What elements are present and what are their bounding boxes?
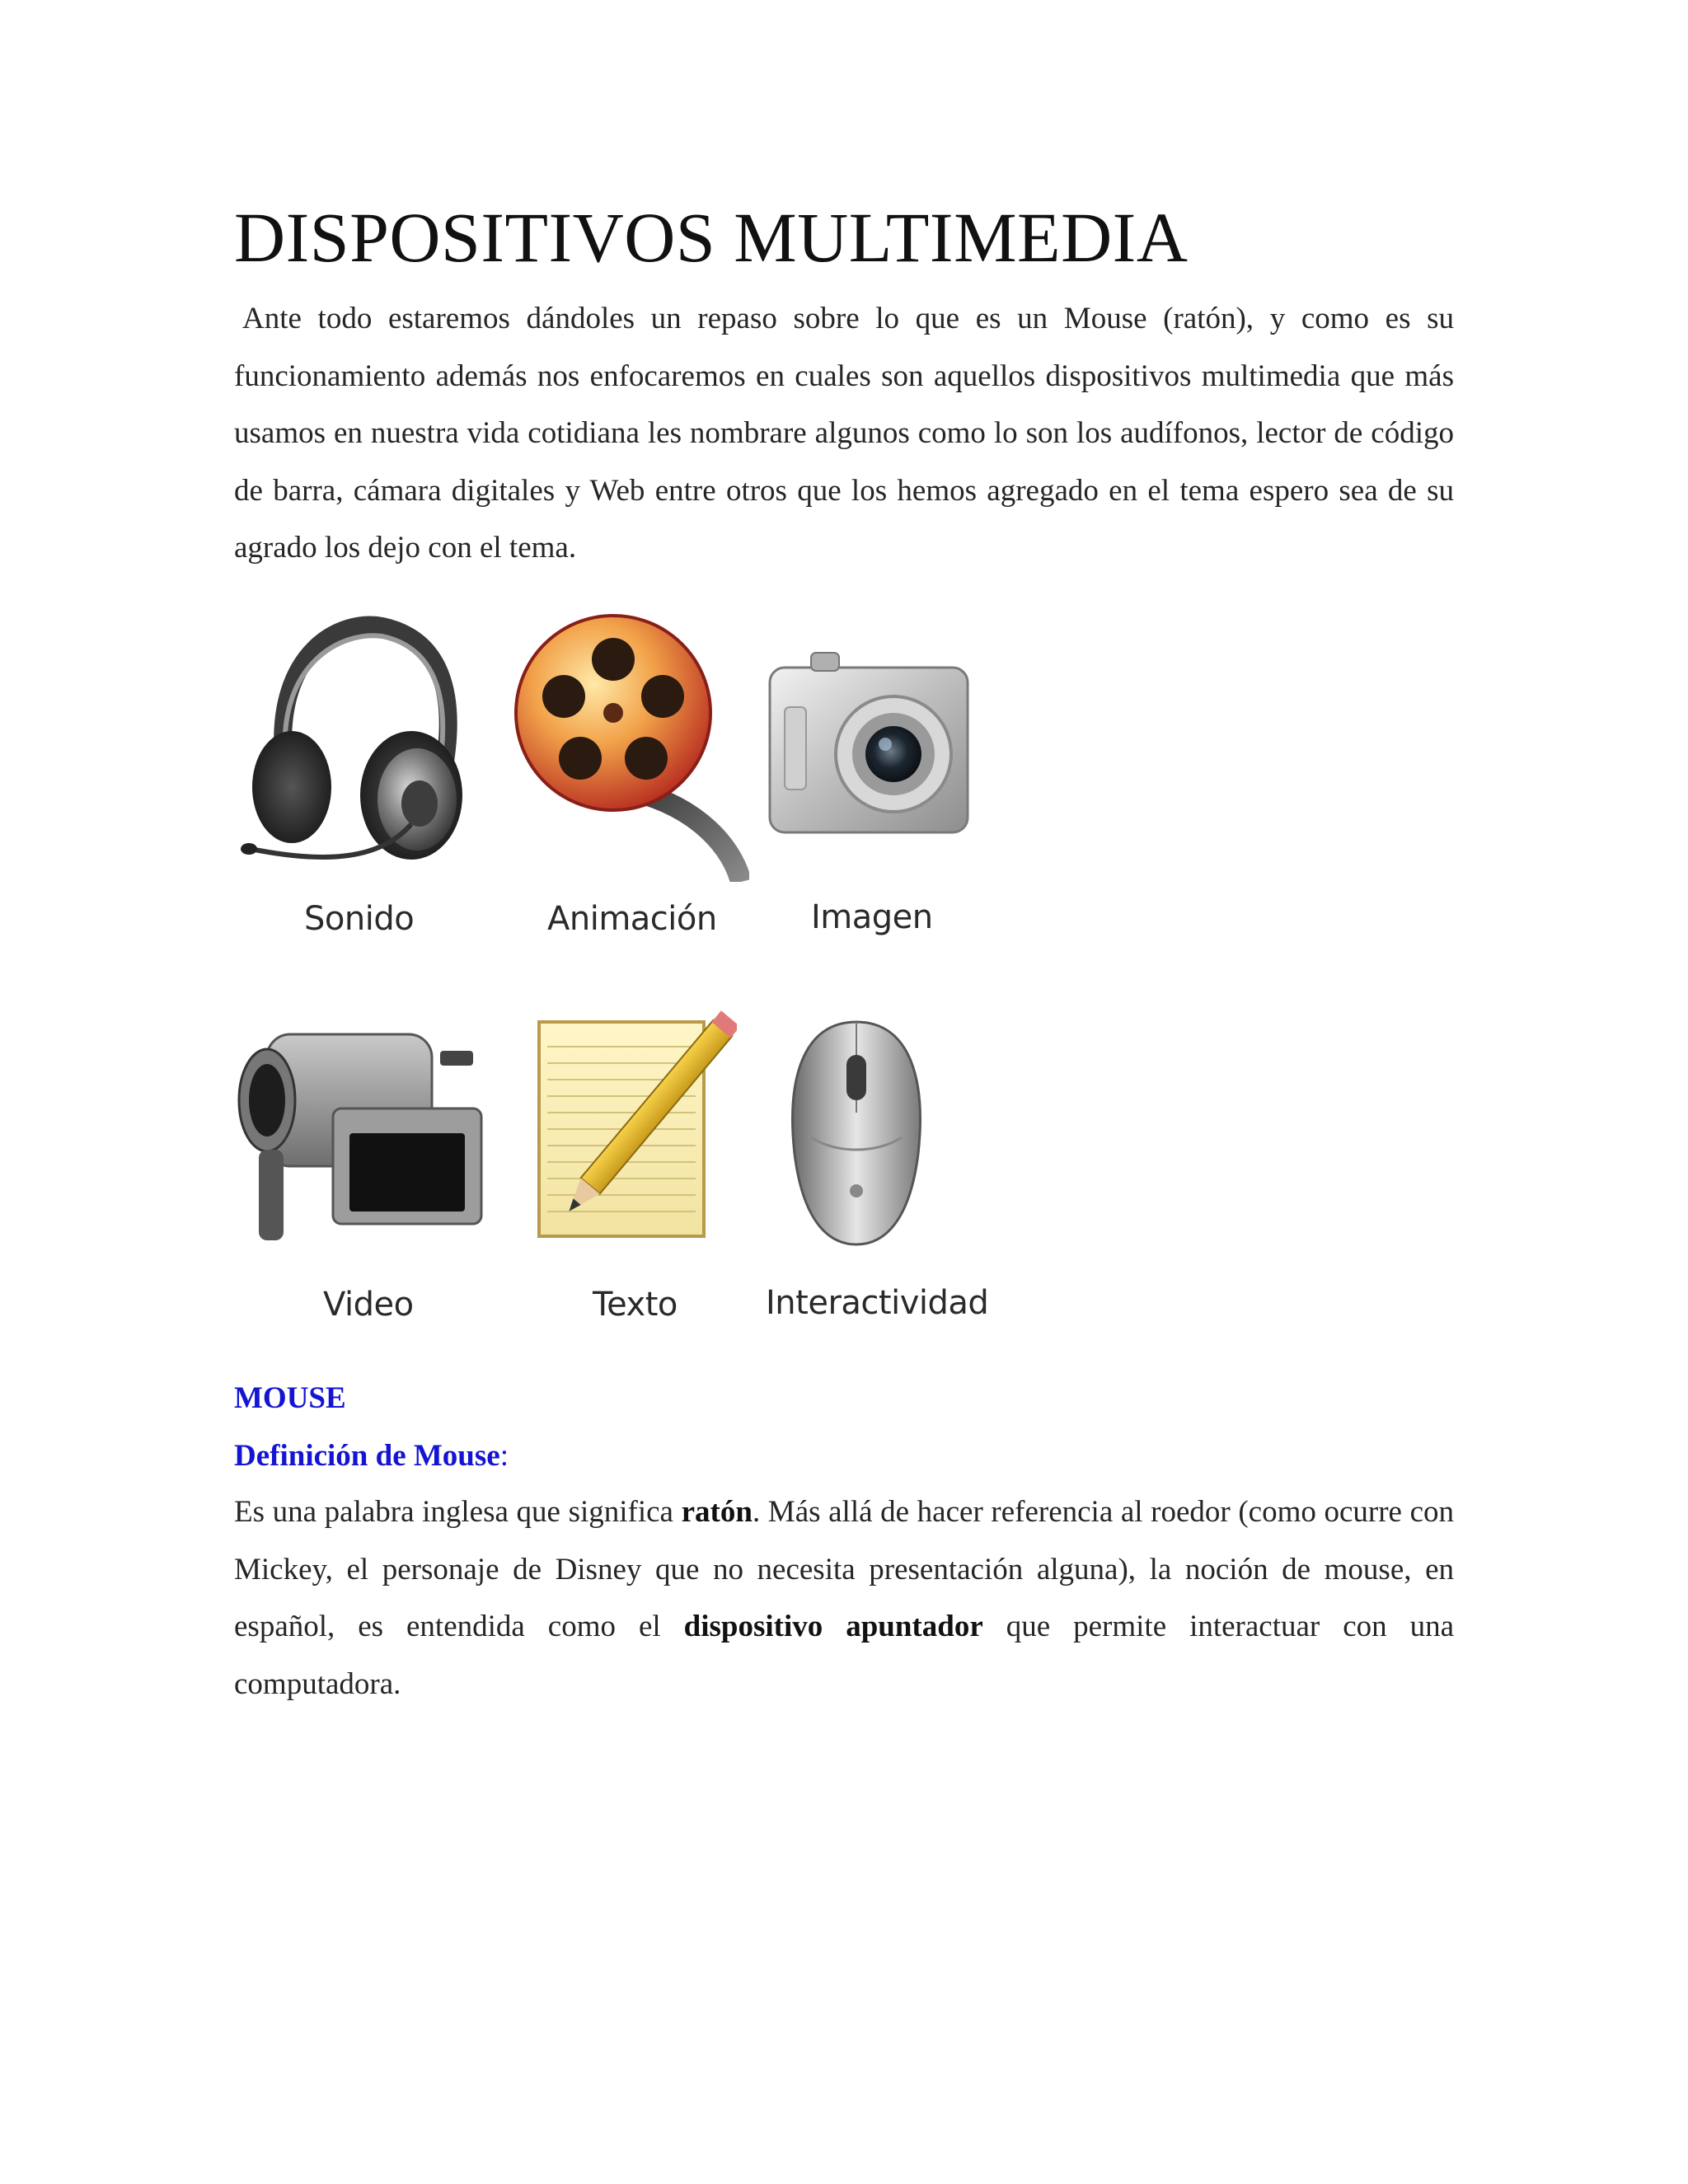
definition-text-2: . Más allá de hacer referencia al roedor (como ocurre con Mickey, el personaje de Disney que no necesita presentación alguna), la noción de mouse, en español, es entendida como el xyxy=(234,1495,1455,1643)
mouse-image xyxy=(778,1014,935,1253)
label-interactividad: Interactividad xyxy=(766,1284,989,1322)
label-texto: Texto xyxy=(593,1286,678,1324)
film-reel-image xyxy=(510,602,749,882)
label-video: Video xyxy=(323,1286,414,1324)
label-animacion: Animación xyxy=(547,900,717,938)
definition-paragraph xyxy=(234,1483,1454,1713)
notepad-pencil-icon xyxy=(531,1005,737,1261)
page-title: DISPOSITIVOS MULTIMEDIA xyxy=(234,198,1189,277)
definition-heading-colon: : xyxy=(499,1439,509,1473)
headphones-image xyxy=(234,602,481,882)
camera-image xyxy=(762,635,984,849)
camera-icon xyxy=(762,635,984,849)
label-imagen: Imagen xyxy=(811,898,933,936)
notepad-image xyxy=(531,1005,737,1261)
label-sonido: Sonido xyxy=(304,900,415,938)
mouse-icon xyxy=(778,1014,935,1253)
definition-heading xyxy=(234,1427,509,1485)
headphones-icon xyxy=(234,602,481,882)
camcorder-icon xyxy=(234,1010,506,1257)
camcorder-image xyxy=(234,1010,506,1257)
definition-bold-dispositivo: dispositivo apuntador xyxy=(683,1610,983,1643)
definition-text-1: Es una palabra inglesa que significa xyxy=(234,1495,682,1529)
film-reel-icon xyxy=(510,602,749,882)
multimedia-figure xyxy=(234,602,992,1393)
definition-heading-text: Definición de Mouse xyxy=(234,1439,500,1473)
intro-paragraph: Ante todo estaremos dándoles un repaso sobre lo que es un Mouse (ratón), y como es su funcionamiento además nos enfocaremos en cuales son aquellos dispositivos multimedia que más usamos en nuestra vida cotidiana les nombrare algunos como lo son los audífonos, lector de código de barra, cámara digitales y Web entre otros que los hemos agregado en el tema espero sea de su agrado los dejo con el tema. xyxy=(234,302,1454,565)
definition-bold-raton: ratón xyxy=(681,1495,753,1529)
section-heading-mouse: MOUSE xyxy=(234,1381,346,1415)
definition-text-3: que permite interactuar con una computadora. xyxy=(234,1610,1455,1701)
